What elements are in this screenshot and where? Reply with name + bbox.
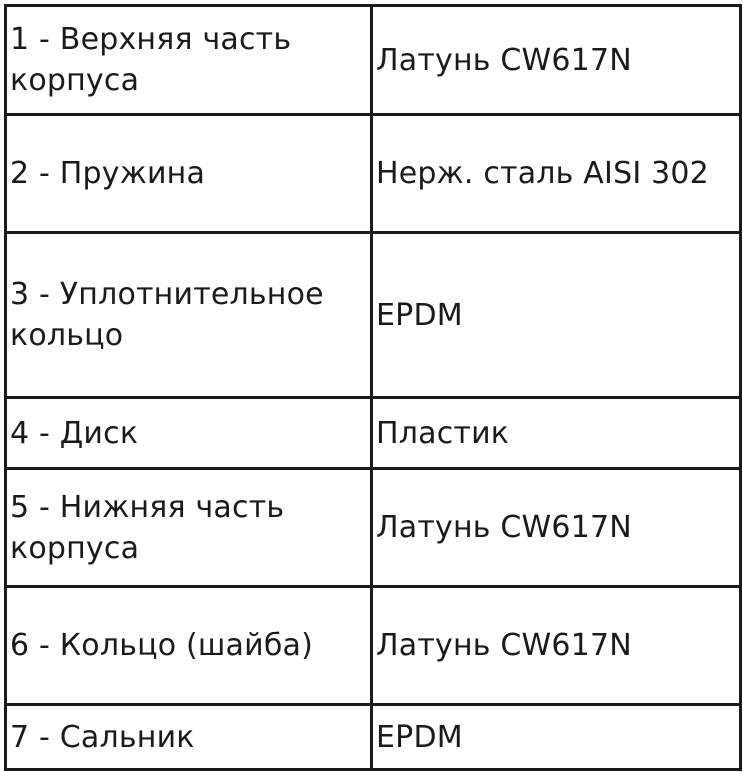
table-row bbox=[6, 398, 741, 469]
part-cell: 3 - Уплотнительное кольцо bbox=[6, 233, 372, 398]
material-cell: EPDM bbox=[372, 233, 741, 398]
material-cell: Пластик bbox=[372, 398, 741, 469]
material-cell: EPDM bbox=[372, 705, 741, 770]
material-cell: Нерж. сталь AISI 302 bbox=[372, 115, 741, 233]
material-cell: Латунь CW617N bbox=[372, 469, 741, 587]
part-cell: 4 - Диск bbox=[6, 398, 372, 469]
table-row bbox=[6, 469, 741, 587]
part-cell: 2 - Пружина bbox=[6, 115, 372, 233]
part-cell: 1 - Верхняя часть корпуса bbox=[6, 6, 372, 115]
table-row bbox=[6, 6, 741, 115]
part-cell: 5 - Нижняя часть корпуса bbox=[6, 469, 372, 587]
table-row bbox=[6, 587, 741, 705]
table-row bbox=[6, 115, 741, 233]
part-cell: 6 - Кольцо (шайба) bbox=[6, 587, 372, 705]
material-cell: Латунь CW617N bbox=[372, 6, 741, 115]
part-cell: 7 - Сальник bbox=[6, 705, 372, 770]
table-row bbox=[6, 233, 741, 398]
material-cell: Латунь CW617N bbox=[372, 587, 741, 705]
table-row bbox=[6, 705, 741, 770]
materials-table bbox=[4, 4, 742, 771]
